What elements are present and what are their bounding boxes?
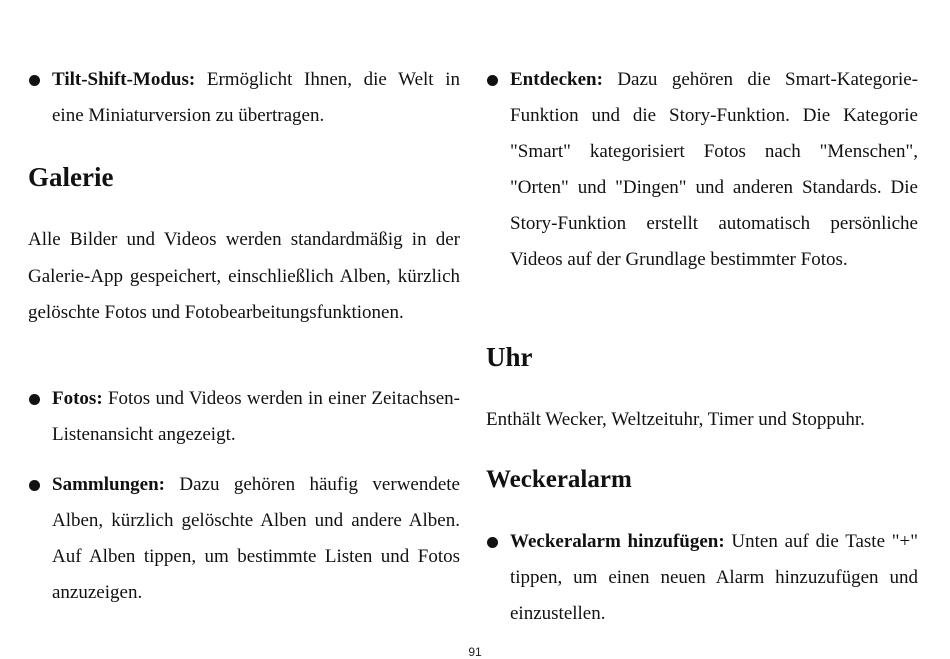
bullet-label: Fotos: xyxy=(52,388,103,409)
bullet-dot-icon xyxy=(29,480,40,491)
bullet-entdecken xyxy=(486,62,918,278)
section-heading-weckeralarm: Weckeralarm xyxy=(486,466,632,493)
bullet-fotos xyxy=(28,381,460,453)
page-number: 91 xyxy=(468,645,482,659)
bullet-label: Sammlungen: xyxy=(52,474,165,495)
section-heading-galerie: Galerie xyxy=(28,162,114,192)
bullet-tilt-shift xyxy=(28,62,460,134)
paragraph-uhr-intro: Enthält Wecker, Weltzeituhr, Timer und Stoppuhr. xyxy=(486,409,865,430)
bullet-text: Fotos und Videos werden in einer Zeitachsen-Listenansicht angezeigt. xyxy=(52,388,460,445)
bullet-text: Ermöglicht Ihnen, die Welt in eine Miniaturversion zu übertragen. xyxy=(52,69,460,126)
bullet-label: Tilt-Shift-Modus: xyxy=(52,69,196,90)
bullet-dot-icon xyxy=(29,75,40,86)
bullet-sammlungen xyxy=(28,467,460,611)
bullet-label: Weckeralarm hinzufügen: xyxy=(510,531,725,552)
bullet-text: Dazu gehören die Smart-Kategorie-Funktion und die Story-Funktion. Die Kategorie "Smart" kategorisiert Fotos nach "Menschen", "Orten" und "Dingen" und anderen Standards. Die Story-Funktion erstellt automatisch persönliche Videos auf der Grundlage bestimmter Fotos. xyxy=(510,69,918,270)
section-heading-uhr: Uhr xyxy=(486,342,533,372)
bullet-label: Entdecken: xyxy=(510,69,603,90)
bullet-dot-icon xyxy=(487,75,498,86)
bullet-weckeralarm-hinzufuegen xyxy=(486,524,918,632)
bullet-text: Dazu gehören häufig verwendete Alben, kürzlich gelöschte Alben und andere Alben. Auf Alben tippen, um bestimmte Listen und Fotos anzuzeigen. xyxy=(52,474,460,603)
bullet-dot-icon xyxy=(29,394,40,405)
bullet-dot-icon xyxy=(487,537,498,548)
bullet-text: Unten auf die Taste "+" tippen, um einen neuen Alarm hinzuzufügen und einzustellen. xyxy=(510,531,918,624)
paragraph-galerie-intro: Alle Bilder und Videos werden standardmäßig in der Galerie-App gespeichert, einschließlich Alben, kürzlich gelöschte Fotos und Fotobearbeitungsfunktionen. xyxy=(28,229,460,323)
